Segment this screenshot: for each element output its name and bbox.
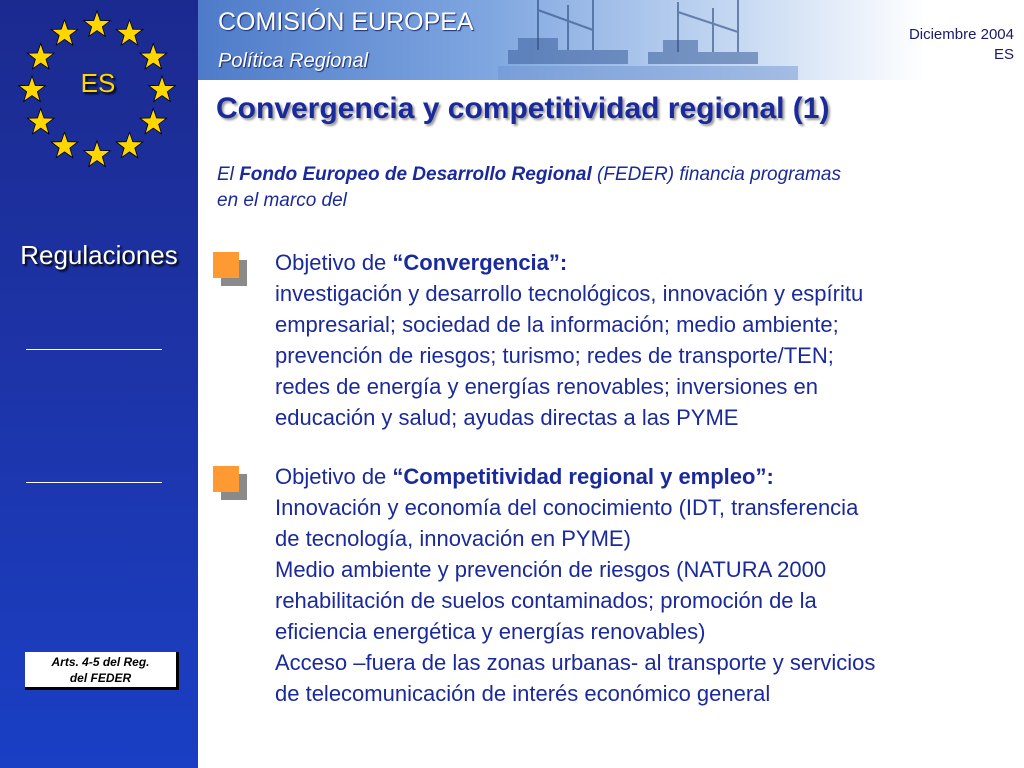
objective-convergence bbox=[275, 247, 995, 433]
harbor-boats-image bbox=[498, 0, 798, 80]
eu-star-icon bbox=[51, 20, 78, 45]
intro-prefix: El bbox=[217, 164, 240, 185]
objective-line: de tecnología, innovación en PYME) bbox=[275, 526, 631, 551]
intro-paragraph bbox=[217, 162, 987, 214]
objective-line: Innovación y economía del conocimiento (IDT, transferencia bbox=[275, 495, 859, 520]
bullet-square-icon bbox=[213, 252, 247, 286]
objective-name: “Competitividad regional y empleo” bbox=[392, 464, 767, 489]
objective-line: investigación y desarrollo tecnológicos, innovación y espíritu bbox=[275, 281, 864, 306]
sidebar-panel bbox=[0, 0, 198, 768]
objective-line: eficiencia energética y energías renovables) bbox=[275, 619, 706, 644]
eu-star-icon bbox=[27, 44, 54, 69]
sidebar-divider bbox=[26, 349, 162, 350]
objective-line: prevención de riesgos; turismo; redes de transporte/TEN; bbox=[275, 343, 834, 368]
eu-star-icon bbox=[84, 11, 111, 36]
objective-competitiveness bbox=[275, 461, 995, 709]
bullet-square-icon bbox=[213, 466, 247, 500]
objective-name: “Convergencia” bbox=[392, 250, 560, 275]
objective-line: redes de energía y energías renovables; inversiones en bbox=[275, 374, 819, 399]
intro-suffix: (FEDER) financia programas bbox=[591, 164, 841, 185]
objective-line: rehabilitación de suelos contaminados; promoción de la bbox=[275, 588, 817, 613]
objective-line: de telecomunicación de interés económico general bbox=[275, 681, 771, 706]
language-label: ES bbox=[993, 46, 1014, 63]
sidebar-divider bbox=[26, 482, 162, 483]
intro-line-2: en el marco del bbox=[217, 190, 347, 211]
fund-name: Fondo Europeo de Desarrollo Regional bbox=[239, 164, 592, 185]
objective-heading bbox=[275, 247, 995, 278]
section-label: Regulaciones bbox=[20, 240, 178, 270]
objective-prefix: Objetivo de bbox=[275, 250, 393, 275]
eu-star-icon bbox=[116, 20, 143, 45]
eu-star-icon bbox=[27, 109, 54, 134]
organization-name: COMISIÓN EUROPEA bbox=[218, 8, 474, 36]
country-code: ES bbox=[80, 68, 116, 98]
objective-heading bbox=[275, 461, 995, 492]
objective-colon: : bbox=[559, 250, 568, 275]
objective-line: Medio ambiente y prevención de riesgos (NATURA 2000 bbox=[275, 557, 827, 582]
regulation-reference-box bbox=[25, 652, 179, 690]
eu-star-icon bbox=[116, 132, 143, 157]
eu-star-icon bbox=[51, 132, 78, 157]
reference-line: del FEDER bbox=[69, 671, 132, 685]
slide-title: Convergencia y competitividad regional (1) bbox=[216, 92, 830, 125]
eu-star-icon bbox=[84, 141, 111, 166]
objective-prefix: Objetivo de bbox=[275, 464, 393, 489]
objective-line: Acceso –fuera de las zonas urbanas- al transporte y servicios bbox=[275, 650, 876, 675]
eu-star-icon bbox=[140, 44, 167, 69]
objective-colon: : bbox=[766, 464, 774, 489]
date-label: Diciembre 2004 bbox=[908, 26, 1014, 43]
objective-line: empresarial; sociedad de la información; medio ambiente; bbox=[275, 312, 839, 337]
eu-star-icon bbox=[140, 109, 167, 134]
reference-line: Arts. 4-5 del Reg. bbox=[51, 655, 150, 669]
department-name: Política Regional bbox=[218, 50, 369, 72]
objective-line: educación y salud; ayudas directas a las PYME bbox=[275, 405, 739, 430]
